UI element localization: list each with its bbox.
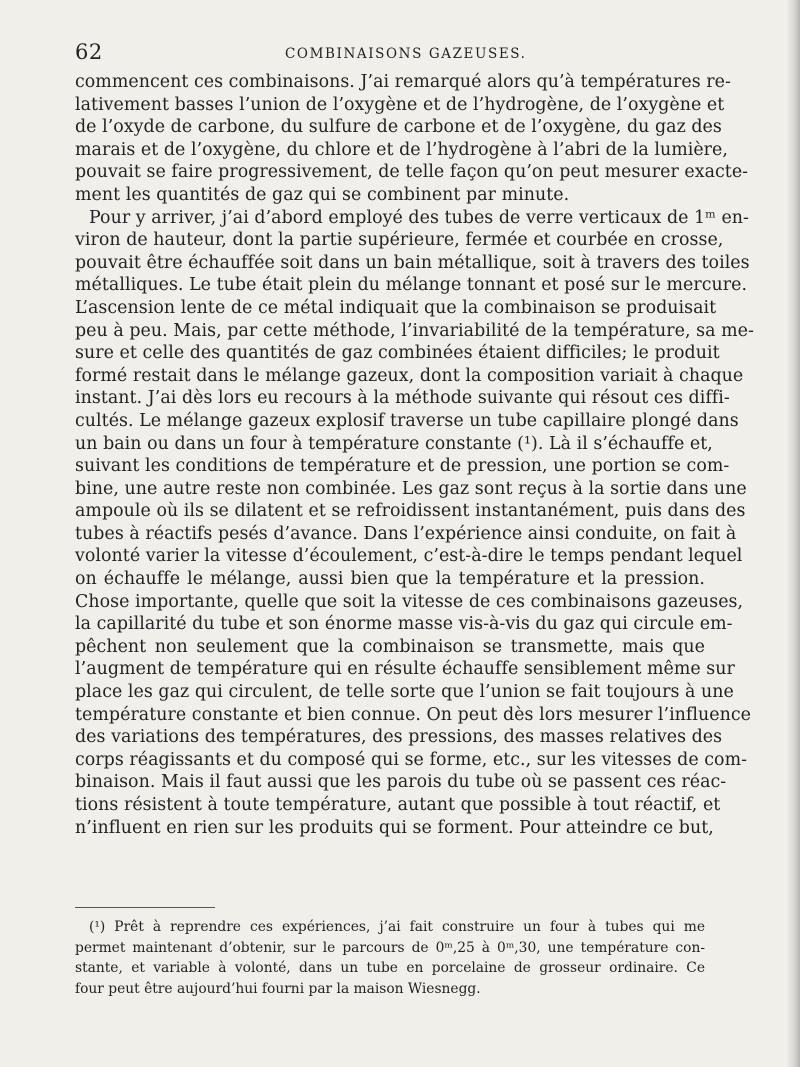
body-line: tubes à réactifs pesés d’avance. Dans l’expérience ainsi conduite, on fait à [75,523,737,544]
footnote-line: stante, et variable à volonté, dans un tube en porcelaine de grosseur ordinaire. Ce [75,960,705,976]
body-line: volonté varier la vitesse d’écoulement, c’est-à-dire le temps pendant lequel [75,546,743,567]
body-line: on échauffe le mélange, aussi bien que la température et la pression. [75,569,705,590]
body-line: n’influent en rien sur les produits qui se forment. Pour atteindre ce but, [75,817,714,838]
body-line: binaison. Mais il faut aussi que les parois du tube où se passent ces réac- [75,772,727,793]
body-line: un bain ou dans un four à température constante (¹). Là il s’échauffe et, [75,433,713,454]
body-line: place les gaz qui circulent, de telle sorte que l’union se fait toujours à une [75,682,734,703]
body-line: métalliques. Le tube était plein du mélange tonnant et posé sur le mercure. [75,275,748,296]
body-line: L’ascension lente de ce métal indiquait que la combinaison se produisait [75,297,717,318]
body-line: température constante et bien connue. On peut dès lors mesurer l’influence [75,704,752,725]
body-line: marais et de l’oxygène, du chlore et de l’hydrogène à l’abri de la lumière, [75,139,728,160]
body-line: viron de hauteur, dont la partie supérieure, fermée et courbée en crosse, [75,230,724,251]
body-line: l’augment de température qui en résulte échauffe sensiblement même sur [75,659,735,680]
body-line: Pour y arriver, j’ai d’abord employé des tubes de verre verticaux de 1ᵐ en- [89,207,749,228]
body-line: corps réagissants et du composé qui se forme, etc., sur les vitesses de com- [75,749,748,770]
body-line: bine, une autre reste non combinée. Les gaz sont reçus à la sortie dans une [75,478,747,499]
footnote-line: permet maintenant d’obtenir, sur le parcours de 0ᵐ,25 à 0ᵐ,30, une température con- [75,939,705,956]
body-line: la capillarité du tube et son énorme masse vis-à-vis du gaz qui circule em- [75,614,733,635]
body-line: pouvait se faire progressivement, de telle façon qu’on peut mesurer exacte- [75,162,749,183]
footnote-line: four peut être aujourd’hui fourni par la maison Wiesnegg. [75,980,481,997]
body-line: cultés. Le mélange gazeux explosif traverse un tube capillaire plongé dans [75,410,739,431]
footnote-line: (¹) Prêt à reprendre ces expériences, j’ai fait construire un four à tubes qui me [89,919,705,935]
page-edge-shadow [786,0,800,1067]
page-number: 62 [75,40,103,64]
body-line: ampoule où ils se dilatent et se refroidissent instantanément, puis dans des [75,501,746,522]
body-line: des variations des températures, des pressions, des masses relatives des [75,727,723,748]
body-line: lativement basses l’union de l’oxygène et de l’hydrogène, de l’oxygène et [75,94,725,115]
body-line: de l’oxyde de carbone, du sulfure de carbone et de l’oxygène, du gaz des [75,117,722,138]
body-line: pêchent non seulement que la combinaison se transmette, mais que [75,636,705,657]
footnote-divider [75,907,215,908]
running-title: COMBINAISONS GAZEUSES. [285,46,527,62]
body-line: suivant les conditions de température et de pression, une portion se com- [75,456,730,477]
body-line: Chose importante, quelle que soit la vitesse de ces combinaisons gazeuses, [75,591,744,612]
page-header [75,40,705,70]
body-line: peu à peu. Mais, par cette méthode, l’invariabilité de la température, sa me- [75,320,754,341]
body-line: instant. J’ai dès lors eu recours à la méthode suivante qui résout ces diffi- [75,388,730,409]
body-text [75,71,754,839]
body-line: tions résistent à toute température, autant que possible à tout réactif, et [75,795,721,815]
body-line: formé restait dans le mélange gazeux, dont la composition variait à chaque [75,365,744,386]
body-line: sure et celle des quantités de gaz combinées étaient difficiles; le produit [75,343,720,364]
body-line: ment les quantités de gaz qui se combinent par minute. [75,184,570,205]
footnote [75,917,705,999]
body-line: commencent ces combinaisons. J’ai remarqué alors qu’à températures re- [75,72,731,92]
body-line: pouvait être échauffée soit dans un bain métallique, soit à travers des toiles [75,252,750,273]
